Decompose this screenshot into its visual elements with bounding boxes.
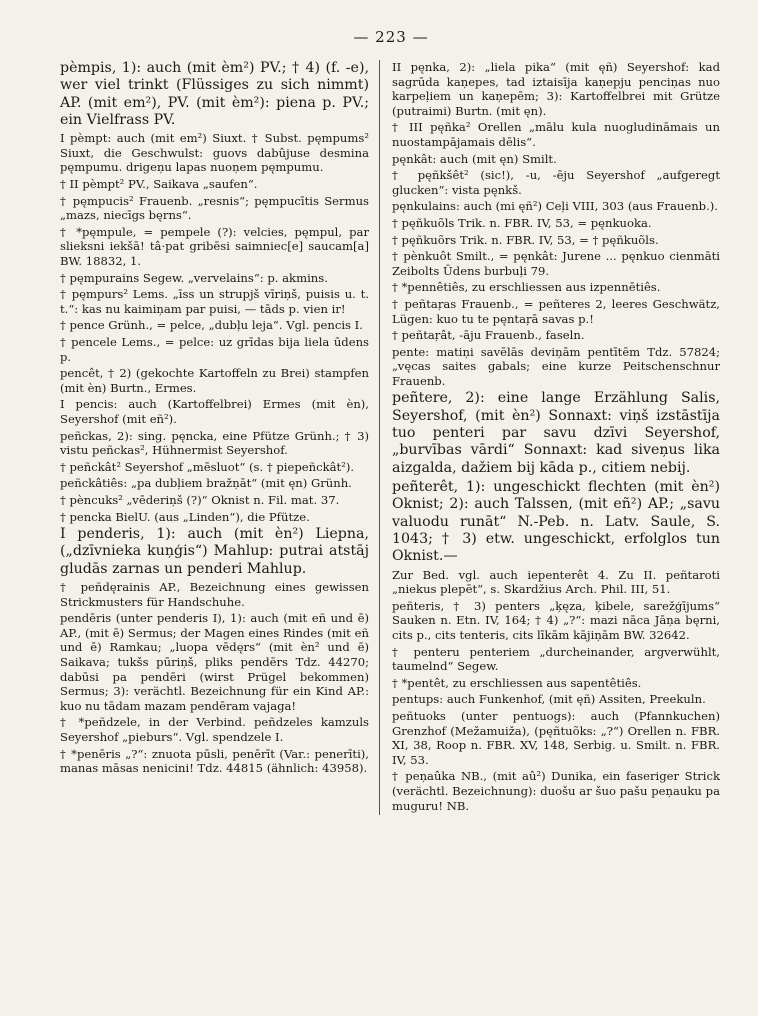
columns <box>60 60 722 815</box>
dictionary-entry: pèmpis, 1): auch (mit èm²) PV.; † 4) (f. -e), wer viel trinkt (Flüssiges zu sich nimmt) AP. (mit em²), PV. (mit èm²): piena p. PV.; ein Vielfrass PV. <box>60 60 369 128</box>
dictionary-entry: Zur Bed. vgl. auch iepenterêt 4. Zu II. peñtaroti „niekus plepēt“, s. Skardžius Arch. Phil. III, 51. <box>392 567 720 597</box>
dictionary-entry: peñckas, 2): sing. pęncka, eine Pfütze Grünh.; † 3) vistu peñckas², Hühnermist Seyershof. <box>60 428 369 458</box>
dictionary-entry: † pènkuôt Smilt., = pęnkât: Jurene ... pęnkuo cienmāti Zeibolts Ūdens burbuļi 79. <box>392 249 720 278</box>
right-column <box>380 60 720 815</box>
dictionary-entry: † pęñkšêt² (sic!), -u, -ēju Seyershof „aufgeregt glucken“: vista pęnkš. <box>392 168 720 197</box>
dictionary-entry: peñckâtiês: „pa dubļiem bražņāt“ (mit ęn) Grünh. <box>60 476 352 491</box>
dictionary-entry: I pèmpt: auch (mit em²) Siuxt. † Subst. pęmpums² Siuxt, die Geschwulst: guovs dabûjuse desmina pęmpumu. drigeņu lapas nuoņem pęmpumu. <box>60 131 369 175</box>
dictionary-entry: pencêt, † 2) (gekochte Kartoffeln zu Brei) stampfen (mit èn) Burtn., Ermes. <box>60 366 369 395</box>
dictionary-entry: peñtuoks (unter pentuogs): auch (Pfannkuchen) Grenzhof (Mežamuiža), (pęñtuõks: „?“) Orellen n. FBR. XI, 38, Roop n. FBR. XV, 148, Serbig. u. Smilt. n. FBR. IV, 53. <box>392 708 720 767</box>
dictionary-entry: † *penēris „?“: znuota pūsli, penērīt (Var.: penerīti), manas māsas nenicini! Tdz. 44815 (ähnlich: 43958). <box>60 746 369 776</box>
dictionary-entry: † pęmpurains Segew. „vervelains“: p. akmins. <box>60 270 328 285</box>
dictionary-entry: pente: matiņi savēlās deviņām pentītēm Tdz. 57824; „vęcas saites gabals; eine kurze Peitschenschnur Frauenb. <box>392 344 720 388</box>
dictionary-entry: peñteris, † 3) penters „ķęza, ķibele, sarežģījums“ Sauken n. Etn. IV, 164; † 4) „?“: mazi nāca Jāņa bęrni, cits p., cits tenteris, cits līkām kājiņām BW. 32642. <box>392 598 720 642</box>
dictionary-entry: † III pęñka² Orellen „mālu kula nuogludināmais un nuostampājamais dēlis“. <box>392 120 720 149</box>
dictionary-entry: † *peñdzele, in der Verbind. peñdzeles kamzuls Seyershof „pieburs“. Vgl. spendzele I. <box>60 715 369 744</box>
dictionary-entry: peñterêt, 1): ungeschickt flechten (mit èn²) Oknist; 2): auch Talssen, (mit eñ²) AP.; „savu valuodu runāt“ N.-Peb. n. Latv. Saule, S. 1043; † 3) etw. ungeschickt, erfolglos tun Oknist.— <box>392 479 720 565</box>
left-column <box>60 60 380 815</box>
dictionary-entry: † pęmpucis² Frauenb. „resnis“; pęmpucītis Sermus „mazs, niecīgs bęrns“. <box>60 193 369 223</box>
dictionary-entry: † pęñkuõls Trik. n. FBR. IV, 53, = pęnkuoka. <box>392 215 652 230</box>
dictionary-entry: † *pennêtiês, zu erschliessen aus izpennētiês. <box>392 280 661 295</box>
dictionary-entry: † pèncuks² „vēderiņš (?)“ Oknist n. Fil. mat. 37. <box>60 492 340 507</box>
dictionary-entry: † peñdęrainis AP., Bezeichnung eines gewissen Strickmusters für Handschuhe. <box>60 580 369 609</box>
dictionary-entry: II pęnka, 2): „liela pika“ (mit ęñ) Seyershof: kad sagrūda kaņepes, tad iztaisīja kaņepju penciņas nuo karpeļiem un kaņepēm; 3): Kartoffelbrei mit Grütze (putraimi) Burtn. (mit ęn). <box>392 60 720 118</box>
dictionary-entry: pendēris (unter penderis I), 1): auch (mit eñ und ē) AP., (mit ē) Sermus; der Magen eines Rindes (mit eñ und ē) Ramkau; „luopa vēdęrs“ (mit èn² und ē) Saikava; tukšs pūriņš, pliks pendērs Tdz. 44270; dabūsi pa pendēri (wirst Prügel bekommen) Sermus; 3): verächtl. Bezeichnung für ein Kind AP.: kuo nu tādam mazam pendēram vajaga! <box>60 611 369 713</box>
page-number: — 223 — <box>353 28 429 46</box>
dictionary-entry: † pencka BielU. (aus „Linden“), die Pfütze. <box>60 509 310 524</box>
dictionary-entry: I pencis: auch (Kartoffelbrei) Ermes (mit èn), Seyershof (mit eñ²). <box>60 397 369 426</box>
dictionary-entry: † penteru penteriem „durcheinander, argverwühlt, taumelnd“ Segew. <box>392 644 720 674</box>
dictionary-entry: pęnkulains: auch (mi ęñ²) Ceļi VIII, 303 (aus Frauenb.). <box>392 199 718 214</box>
dictionary-entry: † peñtaŗas Frauenb., = peñteres 2, leeres Geschwätz, Lügen: kuo tu te pęntaŗā savas p.! <box>392 296 720 326</box>
dictionary-entry: † *pentêt, zu erschliessen aus sapentêtiês. <box>392 675 642 690</box>
dictionary-entry: † pencele Lems., = pelce: uz grīdas bija liela ūdens p. <box>60 334 369 364</box>
dictionary-entry: † pęñkuõrs Trik. n. FBR. IV, 53, = † pęñkuõls. <box>392 232 659 247</box>
dictionary-entry: † II pèmpt² PV., Saikava „saufen“. <box>60 177 258 192</box>
dictionary-entry: peñtere, 2): eine lange Erzählung Salis, Seyershof, (mit èn²) Sonnaxt: viņš izstāstīja tuo penteri par savu dzīvi Seyershof, „burvības vārdi“ Sonnaxt: kad siveņus lika aizgalda, dažiem bij kāda p., citiem nebij. <box>392 390 720 476</box>
dictionary-entry: † pęmpurs² Lems. „īss un strupjš vīriņš, puisis u. t. t.“: kas nu kaimiņam par puisi, — tāds p. vien ir! <box>60 287 369 316</box>
dictionary-entry: † pence Grünh., = pelce, „dubļu leja“. Vgl. pencis I. <box>60 318 363 333</box>
dictionary-entry: pentups: auch Funkenhof, (mit ęñ) Assiten, Preekuln. <box>392 692 706 707</box>
dictionary-entry: I penderis, 1): auch (mit èn²) Liepna, („dzīvnieka kuņģis“) Mahlup: putrai atstāj gludās zarnas un penderi Mahlup. <box>60 526 369 577</box>
dictionary-entry: † peñtaŗât, -āju Frauenb., faseln. <box>392 328 585 343</box>
dictionary-entry: pęnkât: auch (mit ęn) Smilt. <box>392 151 557 166</box>
dictionary-entry: † peñckât² Seyershof „mēsluot“ (s. † piepeñckât²). <box>60 459 355 474</box>
dictionary-entry: † peņaûka NB., (mit aû²) Dunika, ein faseriger Strick (verächtl. Bezeichnung): duošu ar šuo pašu peņauku pa muguru! NB. <box>392 769 720 813</box>
dictionary-entry: † *pęmpule, = pempele (?): velcies, pęmpul, par slieksni iekšā! tâ·pat gribēsi saimniec[e] saucam[a] BW. 18832, 1. <box>60 224 369 268</box>
